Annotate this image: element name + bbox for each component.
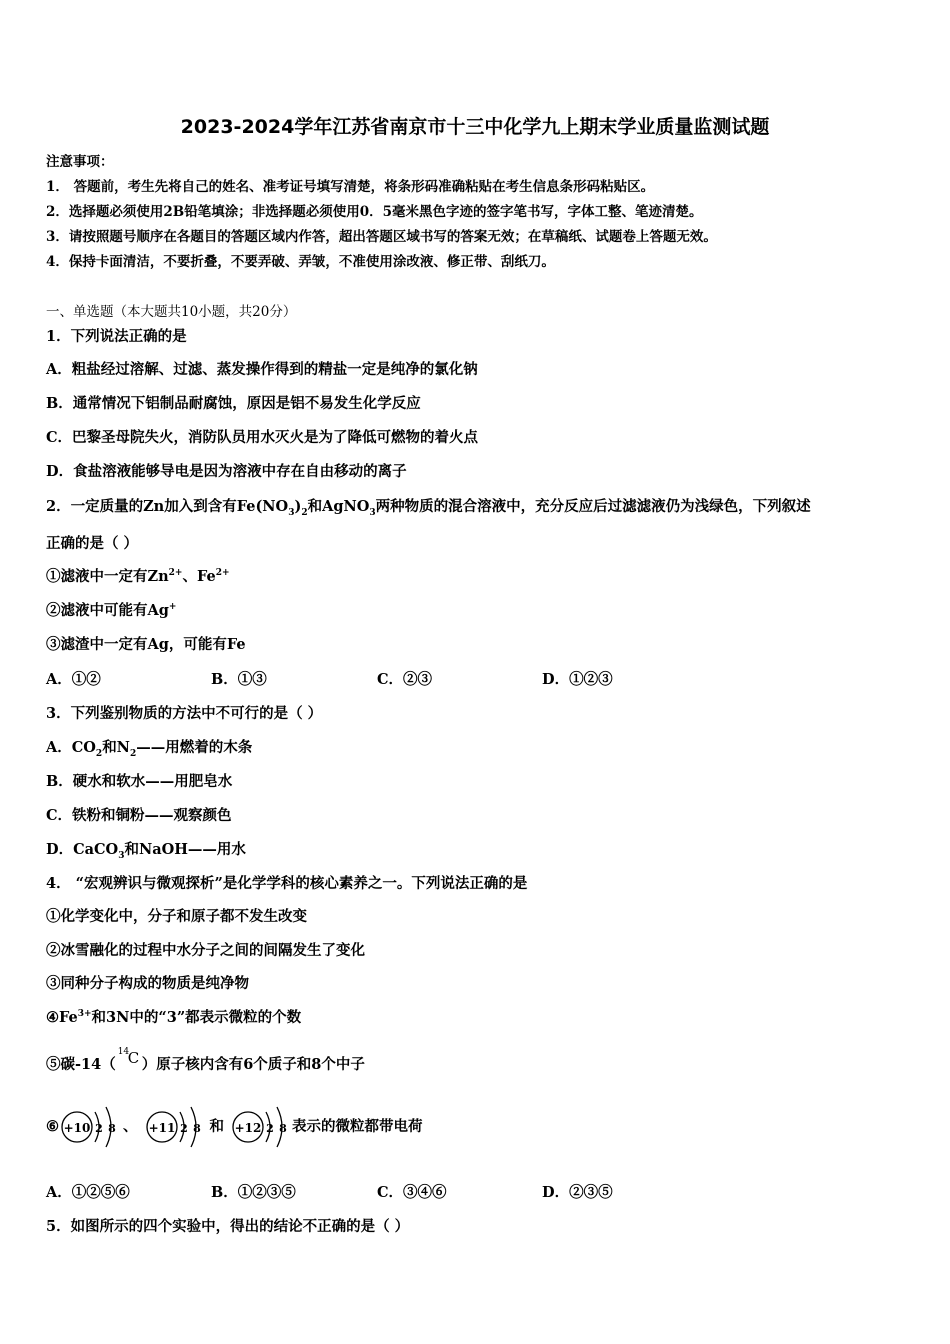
atom-2-nucleus: +11 — [148, 1121, 175, 1135]
atom-3-shell-1: 2 — [266, 1122, 274, 1135]
q4-option-a: A．①②⑤⑥ — [46, 1184, 130, 1201]
q3-option-b: B．硬水和软水——用肥皂水 — [46, 773, 233, 790]
q4-statement-1: ①化学变化中，分子和原子都不发生改变 — [46, 908, 307, 925]
q2-option-a: A．①② — [46, 671, 101, 688]
q4-statement-5: ⑤碳-14（ 14 C ）原子核内含有6个质子和8个中子 — [46, 1054, 365, 1076]
q3-stem: 3．下列鉴别物质的方法中不可行的是（ ） — [46, 705, 323, 722]
atom-1-shell-1: 2 — [95, 1122, 103, 1135]
q4-statement-4: $④Fe^{3+}$和3N中的“3”都表示微粒的个数 — [46, 1009, 302, 1026]
atom-2-shell-2: 8 — [192, 1122, 201, 1135]
q4-statement-3: ③同种分子构成的物质是纯净物 — [46, 975, 249, 992]
q2-statement-2: ②滤液中可能有Ag+ — [46, 602, 177, 619]
atom-2-shell-1: 2 — [179, 1122, 188, 1135]
q1-option-a: A．粗盐经过溶解、过滤、蒸发操作得到的精盐一定是纯净的氯化钠 — [46, 361, 478, 378]
q3-option-d: D．CaCO$_3$和NaOH——用水 — [46, 841, 246, 861]
q4-option-c: C．③④⑥ — [377, 1184, 447, 1201]
section-heading: 一、单选题（本大题共10小题，共20分） — [46, 304, 297, 320]
q2-statement-3: ③滤渣中一定有Ag，可能有Fe — [46, 636, 246, 653]
q4-option-b: B．①②③⑤ — [211, 1184, 296, 1201]
q1-option-d: D．食盐溶液能够导电是因为溶液中存在自由移动的离子 — [46, 463, 407, 480]
q3-option-a: A．$CO_2$和$N_2——$用燃着的木条 — [46, 739, 253, 759]
q1-option-c: C．巴黎圣母院失火，消防队员用水灭火是为了降低可燃物的着火点 — [46, 429, 479, 446]
q4-option-d: D．②③⑤ — [542, 1184, 613, 1201]
q2-option-d: D．①②③ — [542, 671, 613, 688]
atom-3-shell-2: 8 — [279, 1122, 287, 1135]
atom-structure-diagram-1 — [59, 1103, 121, 1151]
q4-stem: 4． “宏观辨识与微观探析”是化学学科的核心素养之一。下列说法正确的是 — [46, 875, 528, 892]
notice-item-1: 1． 答题前，考生先将自己的姓名、准考证号填写清楚，将条形码准确粘贴在考生信息条形码粘贴区。 — [46, 179, 655, 195]
q2-statement-1: ①滤液中一定有$Zn^{2+}$、$Fe^{2+}$ — [46, 568, 230, 585]
atom-structure-diagram-2 — [144, 1103, 206, 1151]
atom-1-nucleus: +10 — [63, 1121, 91, 1135]
q1-stem: 1．下列说法正确的是 — [46, 328, 187, 345]
q1-option-b: B．通常情况下铝制品耐腐蚀，原因是铝不易发生化学反应 — [46, 395, 421, 412]
exam-title: 2023-2024学年江苏省南京市十三中化学九上期末学业质量监测试题 — [180, 116, 770, 138]
notice-item-2: 2．选择题必须使用2B铅笔填涂；非选择题必须使用0．5毫米黑色字迹的签字笔书写，字体工整、笔迹清楚。 — [46, 204, 703, 220]
q5-stem: 5．如图所示的四个实验中，得出的结论不正确的是（ ） — [46, 1218, 410, 1235]
q2-stem: 2．一定质量的Zn加入到含有$Fe(NO_3)_2$和AgNO$_3$两种物质的混合溶液中，充分反应后过滤滤液仍为浅绿色，下列叙述 — [46, 498, 811, 518]
notice-item-4: 4．保持卡面清洁，不要折叠，不要弄破、弄皱，不准使用涂改液、修正带、刮纸刀。 — [46, 254, 555, 270]
q4-statement-6: ⑥ +10 2 8 、 +11 2 8 和 +12 2 8 表示的微粒都带电荷 — [46, 1102, 423, 1152]
atom-structure-diagram-3 — [230, 1103, 292, 1151]
q4-statement-2: ②冰雪融化的过程中水分子之间的间隔发生了变化 — [46, 942, 365, 959]
notice-item-3: 3．请按照题号顺序在各题目的答题区域内作答，超出答题区域书写的答案无效；在草稿纸、试题卷上答题无效。 — [46, 229, 717, 245]
q3-option-c: C．铁粉和铜粉——观察颜色 — [46, 807, 232, 824]
atom-1-shell-2: 8 — [108, 1122, 116, 1135]
carbon-14-notation: 14 C — [117, 1047, 140, 1067]
q2-option-b: B．①③ — [211, 671, 267, 688]
q2-stem-line2: 正确的是（ ） — [46, 535, 139, 552]
q2-option-c: C．②③ — [377, 671, 433, 688]
atom-3-nucleus: +12 — [234, 1121, 262, 1135]
notice-heading: 注意事项： — [46, 154, 114, 170]
